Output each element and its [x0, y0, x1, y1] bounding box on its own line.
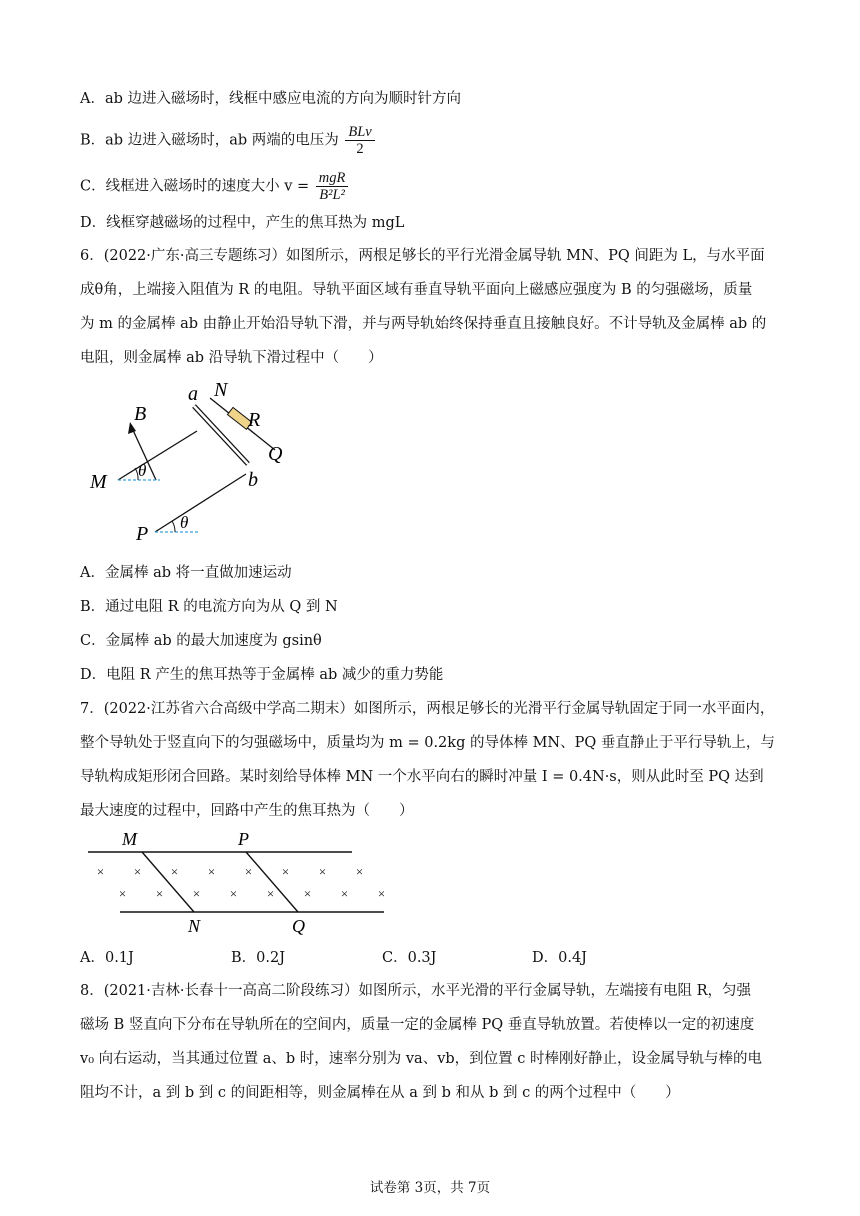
q6-option-b: B．通过电阻 R 的电流方向为从 Q 到 N [80, 599, 338, 615]
q5-option-a: A．ab 边进入磁场时，线框中感应电流的方向为顺时针方向 [80, 91, 462, 107]
q7-stem-line-2: 整个导轨处于竖直向下的匀强磁场中，质量均为 m = 0.2kg 的导体棒 MN、PQ 垂直静止于平行导轨上，与 [80, 735, 775, 751]
q5-option-b [80, 124, 377, 157]
svg-text:×: × [355, 864, 364, 879]
q6-stem-line-1: 6．(2022·广东·高三专题练习）如图所示，两根足够长的平行光滑金属导轨 MN、PQ 间距为 L，与水平面 [80, 248, 765, 264]
q6-stem-line-4: 电阻，则金属棒 ab 沿导轨下滑过程中（ ） [80, 350, 383, 366]
q7-option-a: A．0.1J [80, 950, 134, 966]
q5-option-b-text: B．ab 边进入磁场时，ab 两端的电压为 [80, 132, 339, 149]
svg-text:×: × [281, 864, 290, 879]
q5-option-b-fraction [345, 124, 374, 157]
svg-text:×: × [192, 886, 201, 901]
q7-option-d: D．0.4J [532, 950, 587, 966]
q7-options-row [80, 946, 780, 968]
q7-label-Q: Q [292, 916, 305, 936]
q7-label-M: M [122, 829, 137, 849]
q7-label-N: N [188, 916, 201, 936]
q6-label-theta-2: θ [180, 513, 189, 532]
q6-label-P: P [136, 523, 149, 545]
q5-option-d: D．线框穿越磁场的过程中，产生的焦耳热为 mgL [80, 215, 405, 231]
svg-text:×: × [155, 886, 164, 901]
q6-option-c: C．金属棒 ab 的最大加速度为 gsinθ [80, 633, 322, 649]
q7-option-b: B．0.2J [231, 950, 286, 966]
svg-text:×: × [207, 864, 216, 879]
q6-label-b: b [248, 469, 258, 491]
q6-label-N: N [214, 379, 228, 401]
q5-option-c [80, 170, 350, 203]
svg-text:×: × [377, 886, 386, 901]
q6-label-theta-1: θ [138, 461, 147, 480]
q8-stem-line-3: v₀ 向右运动，当其通过位置 a、b 时，速率分别为 va、vb，到位置 c 时棒刚好静止，设金属导轨与棒的电 [80, 1051, 763, 1067]
q7-stem-line-1: 7．(2022·江苏省六合高级中学高二期末）如图所示，两根足够长的光滑平行金属导轨固定于同一水平面内， [80, 701, 775, 717]
q7-option-c: C．0.3J [382, 950, 437, 966]
svg-text:×: × [229, 886, 238, 901]
q5-option-b-numerator: BLv [345, 124, 374, 141]
q5-option-c-fraction [316, 170, 349, 203]
q5-option-b-denominator: 2 [356, 141, 364, 157]
q6-option-a: A．金属棒 ab 将一直做加速运动 [80, 565, 292, 581]
q5-option-c-denominator: B²L² [319, 187, 345, 203]
svg-text:×: × [340, 886, 349, 901]
svg-text:×: × [170, 864, 179, 879]
svg-text:×: × [303, 886, 312, 901]
q6-label-B: B [134, 403, 147, 425]
q6-label-a: a [188, 383, 198, 405]
q6-inclined-rails-figure [80, 376, 310, 548]
q5-option-c-numerator: mgR [316, 170, 349, 187]
q5-option-c-text: C．线框进入磁场时的速度大小 v = [80, 178, 310, 195]
q7-stem-line-4: 最大速度的过程中，回路中产生的焦耳热为（ ） [80, 803, 414, 819]
q6-label-R: R [248, 409, 261, 431]
q8-stem-line-2: 磁场 B 竖直向下分布在导轨所在的空间内，质量一定的金属棒 PQ 垂直导轨放置。若使棒以一定的初速度 [80, 1017, 755, 1033]
q6-label-M: M [90, 471, 107, 493]
q7-stem-line-3: 导轨构成矩形闭合回路。某时刻给导体棒 MN 一个水平向右的瞬时冲量 I = 0.4N·s，则从此时至 PQ 达到 [80, 769, 764, 785]
q8-stem-line-4: 阻均不计，a 到 b 到 c 的间距相等，则金属棒在从 a 到 b 和从 b 到 c 的两个过程中（ ） [80, 1085, 680, 1101]
q6-label-Q: Q [268, 443, 283, 465]
page-footer: 试卷第 3页，共 7页 [369, 1180, 491, 1196]
svg-text:×: × [133, 864, 142, 879]
q6-option-d: D．电阻 R 产生的焦耳热等于金属棒 ab 减少的重力势能 [80, 667, 444, 683]
svg-text:×: × [244, 864, 253, 879]
q6-stem-line-3: 为 m 的金属棒 ab 由静止开始沿导轨下滑，并与两导轨始终保持垂直且接触良好。不计导轨及金属棒 ab 的 [80, 316, 767, 332]
svg-text:×: × [118, 886, 127, 901]
svg-text:×: × [266, 886, 275, 901]
q8-stem-line-1: 8．(2021·吉林·长春十一高高二阶段练习）如图所示，水平光滑的平行金属导轨，左端接有电阻 R，匀强 [80, 983, 752, 999]
svg-text:×: × [318, 864, 327, 879]
q6-stem-line-2: 成θ角，上端接入阻值为 R 的电阻。导轨平面区域有垂直导轨平面向上磁感应强度为 B 的匀强磁场，质量 [80, 282, 753, 298]
q7-label-P: P [238, 829, 249, 849]
q7-horizontal-rails-figure [80, 826, 400, 938]
svg-text:×: × [96, 864, 105, 879]
